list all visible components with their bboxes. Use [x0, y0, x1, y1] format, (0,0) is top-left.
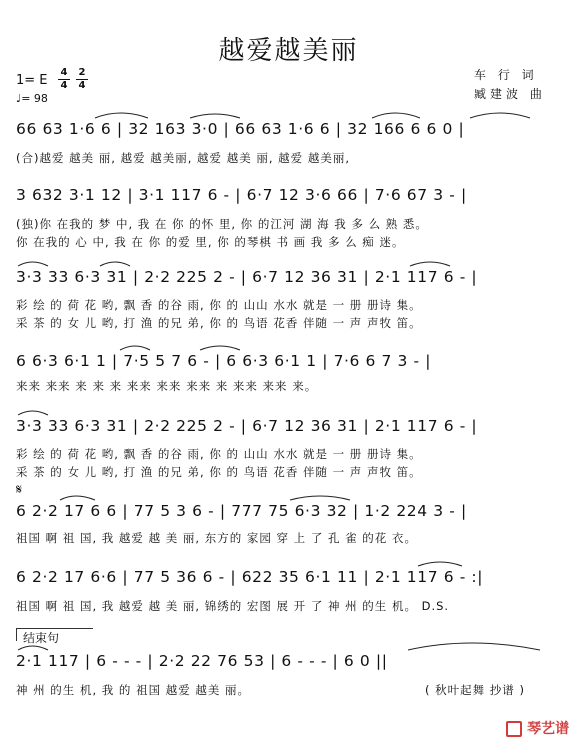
- system-6-lyrics-1: 祖国 啊 祖 国, 我 越爱 越 美 丽, 东方的 家园 穿 上 了 孔 雀 的花 衣。: [16, 531, 417, 545]
- system-5-lyrics-2: 采 茶 的 女 儿 哟, 打 渔 的兄 弟, 你 的 鸟语 花香 伴随 一 声 声牧 笛。: [16, 465, 422, 479]
- system-7-lyrics-1: 祖国 啊 祖 国, 我 越爱 越 美 丽, 锦绣的 宏图 展 开 了 神 州 的生 机。 D.S.: [16, 599, 450, 613]
- system-2-lyrics-2: 你 在我的 心 中, 我 在 你 的爱 里, 你 的琴棋 书 画 我 多 么 痴 迷。: [16, 235, 405, 249]
- system-3-lyrics-2: 采 茶 的 女 儿 哟, 打 渔 的兄 弟, 你 的 鸟语 花香 伴随 一 声 声牧 笛。: [16, 316, 422, 330]
- slur: [410, 262, 450, 266]
- slur: [290, 496, 350, 500]
- system-8-notes: 2·1 117 | 6 - - - | 2·2 22 76 53 | 6 - - - | 6 0 ||: [16, 652, 388, 670]
- system-7-notes: 6 2·2 17 6·6 | 77 5 36 6 - | 622 35 6·1 11 | 2·1 117 6 - :|: [16, 568, 484, 586]
- slur: [418, 562, 462, 566]
- segno-icon: 𝄋: [16, 482, 23, 498]
- slur: [18, 411, 48, 415]
- slur: [18, 262, 48, 266]
- system-2-lyrics-1: (独)你 在我的 梦 中, 我 在 你 的怀 里, 你 的江河 湖 海 我 多 么 熟 悉。: [16, 217, 428, 231]
- system-4-notes: 6 6·3 6·1 1 | 7·5 5 7 6 - | 6 6·3 6·1 1 | 7·6 6 7 3 - |: [16, 352, 432, 370]
- system-2-notes: 3 632 3·1 12 | 3·1 117 6 - | 6·7 12 3·6 66 | 7·6 67 3 - |: [16, 186, 467, 204]
- ending-label: 结束句: [16, 628, 93, 641]
- slur: [120, 346, 150, 350]
- system-6-notes: 6 2·2 17 6 6 | 77 5 3 6 - | 777 75 6·3 32 | 1·2 224 3 - |: [16, 502, 467, 520]
- system-8-lyrics-1: 神 州 的生 机, 我 的 祖国 越爱 越美 丽。: [16, 683, 251, 697]
- slur: [95, 113, 148, 118]
- time-signature-1: 4 4: [58, 68, 70, 91]
- tempo-marking: ♩= 98: [16, 92, 48, 105]
- system-1-lyrics-1: (合)越爱 越美 丽, 越爱 越美丽, 越爱 越美 丽, 越爱 越美丽,: [16, 151, 350, 165]
- slur: [372, 113, 420, 118]
- system-5-notes: 3·3 33 6·3 31 | 2·2 225 2 - | 6·7 12 36 31 | 2·1 117 6 - |: [16, 417, 478, 435]
- slur: [200, 346, 240, 350]
- transcriber-credit: ( 秋叶起舞 抄谱 ): [425, 683, 525, 697]
- system-1-notes: 66 63 1·6 6 | 32 163 3·0 | 66 63 1·6 6 | 32 166 6 6 0 |: [16, 120, 465, 138]
- slur: [408, 643, 540, 650]
- composer-credit: 臧建波 曲: [474, 87, 546, 101]
- time-signature-2: 2 4: [76, 68, 88, 91]
- system-3-notes: 3·3 33 6·3 31 | 2·2 225 2 - | 6·7 12 36 31 | 2·1 117 6 - |: [16, 268, 478, 286]
- system-3-lyrics-1: 彩 绘 的 荷 花 哟, 飘 香 的谷 雨, 你 的 山山 水水 就是 一 册 册诗 集。: [16, 298, 422, 312]
- slur: [470, 113, 530, 118]
- song-title: 越爱越美丽: [218, 36, 359, 66]
- slur: [60, 496, 95, 500]
- system-5-lyrics-1: 彩 绘 的 荷 花 哟, 飘 香 的谷 雨, 你 的 山山 水水 就是 一 册 册诗 集。: [16, 447, 422, 461]
- lyricist-credit: 车 行 词: [474, 68, 538, 82]
- logo-text: 琴艺谱: [527, 721, 570, 737]
- slur: [190, 114, 240, 118]
- key-signature: 1= E: [16, 73, 48, 88]
- slur: [18, 646, 48, 650]
- system-4-lyrics-1: 来来 来来 来 来 来 来来 来来 来来 来 来来 来来 来。: [16, 379, 318, 393]
- slur: [100, 262, 130, 266]
